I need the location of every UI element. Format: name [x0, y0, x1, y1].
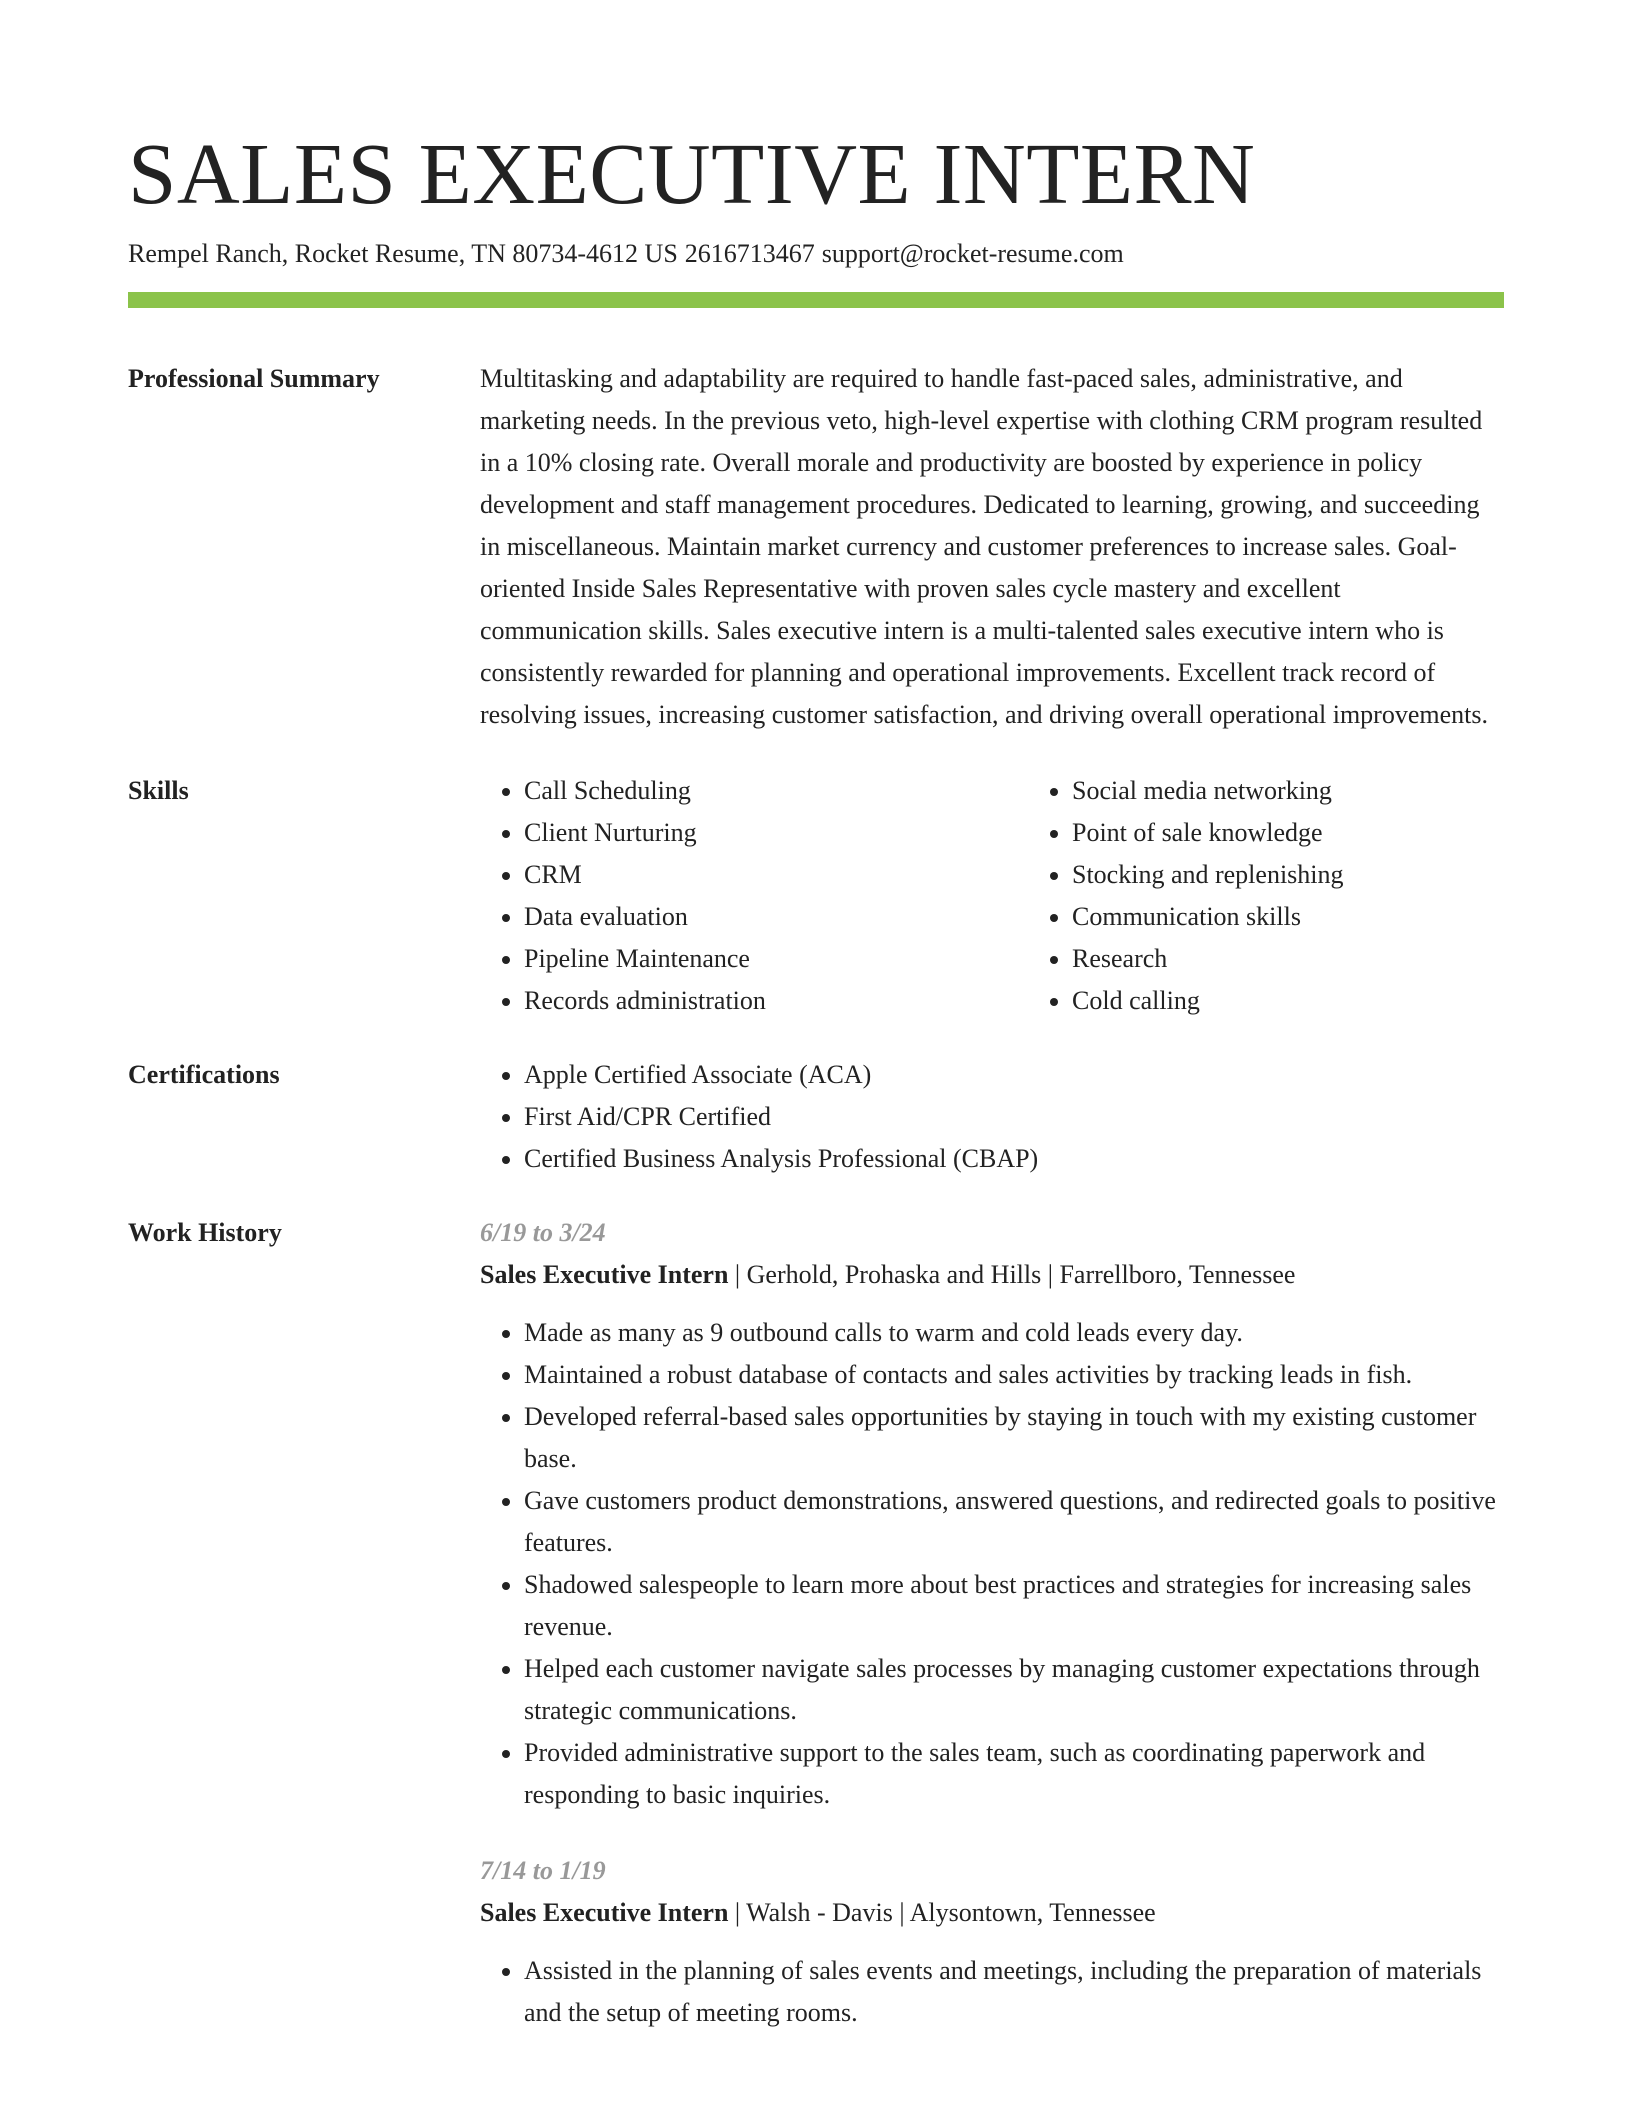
- job-heading: [480, 1892, 1504, 1934]
- skill-item: • Social media networking: [1072, 770, 1344, 812]
- job-dates: 7/14 to 1/19: [480, 1855, 606, 1885]
- job-dates: 6/19 to 3/24: [480, 1217, 606, 1247]
- job-bullet: • Made as many as 9 outbound calls to warm and cold leads every day.: [524, 1312, 1504, 1354]
- skill-item: • Records administration: [524, 980, 1028, 1022]
- contact-phone: 2616713467: [684, 239, 815, 268]
- section-work-history: [128, 1212, 1504, 2034]
- job-bullet: • Helped each customer navigate sales processes by managing customer expectations through strategic communications.: [524, 1648, 1504, 1732]
- certification-item: • Certified Business Analysis Professional (CBAP): [524, 1138, 1504, 1180]
- skill-item: • Client Nurturing: [524, 812, 1028, 854]
- skill-item: • Stocking and replenishing: [1072, 854, 1344, 896]
- section-certifications: [128, 1054, 1504, 1180]
- section-title: Work History: [128, 1217, 282, 1247]
- certifications-list: [480, 1054, 1504, 1180]
- header-accent-rule: [128, 292, 1504, 308]
- section-title: Certifications: [128, 1059, 280, 1089]
- resume-page: [128, 118, 1504, 2034]
- summary-text: Multitasking and adaptability are required to handle fast-paced sales, administrative, and marketing needs. In the previous veto, high-level expertise with clothing CRM program resulted in a 10% closing rate. Overall morale and productivity are boosted by experience in policy development and staff management procedures. Dedicated to learning, growing, and succeeding in miscellaneous. Maintain market currency and customer preferences to increase sales. Goal-oriented Inside Sales Representative with proven sales cycle mastery and excellent communication skills. Sales executive intern is a multi-talented sales executive intern who is consistently rewarded for planning and operational improvements. Excellent track record of resolving issues, increasing customer satisfaction, and driving overall operational improvements.: [480, 363, 1488, 729]
- skills-column-1: [480, 770, 1028, 1022]
- contact-email: support@rocket-resume.com: [821, 239, 1124, 268]
- job-bullet: • Assisted in the planning of sales events and meetings, including the preparation of materials and the setup of meeting rooms.: [524, 1950, 1504, 2034]
- job-bullet: • Maintained a robust database of contacts and sales activities by tracking leads in fish.: [524, 1354, 1504, 1396]
- contact-address: Rempel Ranch, Rocket Resume, TN 80734-4612 US: [128, 239, 678, 268]
- job-title: Sales Executive Intern: [480, 1259, 729, 1289]
- job-heading: [480, 1254, 1504, 1296]
- job-bullets: [480, 1312, 1504, 1816]
- job-title: Sales Executive Intern: [480, 1897, 729, 1927]
- job-bullet: • Gave customers product demonstrations, answered questions, and redirected goals to positive features.: [524, 1480, 1504, 1564]
- section-professional-summary: [128, 358, 1504, 736]
- job-bullet: • Provided administrative support to the sales team, such as coordinating paperwork and responding to basic inquiries.: [524, 1732, 1504, 1816]
- job-bullet: • Shadowed salespeople to learn more about best practices and strategies for increasing sales revenue.: [524, 1564, 1504, 1648]
- section-title: Skills: [128, 775, 189, 805]
- job-employer-location: | Gerhold, Prohaska and Hills | Farrellboro, Tennessee: [728, 1259, 1296, 1289]
- skills-list: [480, 770, 1504, 1022]
- job-bullets: [480, 1950, 1504, 2034]
- section-skills: [128, 770, 1504, 1022]
- job-employer-location: | Walsh - Davis | Alysontown, Tennessee: [728, 1897, 1156, 1927]
- skill-item: • CRM: [524, 854, 1028, 896]
- skill-item: • Point of sale knowledge: [1072, 812, 1344, 854]
- certification-item: • Apple Certified Associate (ACA): [524, 1054, 1504, 1096]
- certification-item: • First Aid/CPR Certified: [524, 1096, 1504, 1138]
- skill-item: • Cold calling: [1072, 980, 1344, 1022]
- skill-item: • Communication skills: [1072, 896, 1344, 938]
- job-entry: [480, 1850, 1504, 2034]
- skills-column-2: [1028, 770, 1344, 1022]
- work-history-list: [480, 1212, 1504, 2034]
- skill-item: • Data evaluation: [524, 896, 1028, 938]
- candidate-name: SALES EXECUTIVE INTERN: [128, 125, 1256, 222]
- job-bullet: • Developed referral-based sales opportunities by staying in touch with my existing customer base.: [524, 1396, 1504, 1480]
- job-entry: [480, 1212, 1504, 1816]
- section-title: Professional Summary: [128, 363, 380, 393]
- skill-item: • Call Scheduling: [524, 770, 1028, 812]
- skill-item: • Pipeline Maintenance: [524, 938, 1028, 980]
- skill-item: • Research: [1072, 938, 1344, 980]
- contact-line: [128, 237, 1504, 271]
